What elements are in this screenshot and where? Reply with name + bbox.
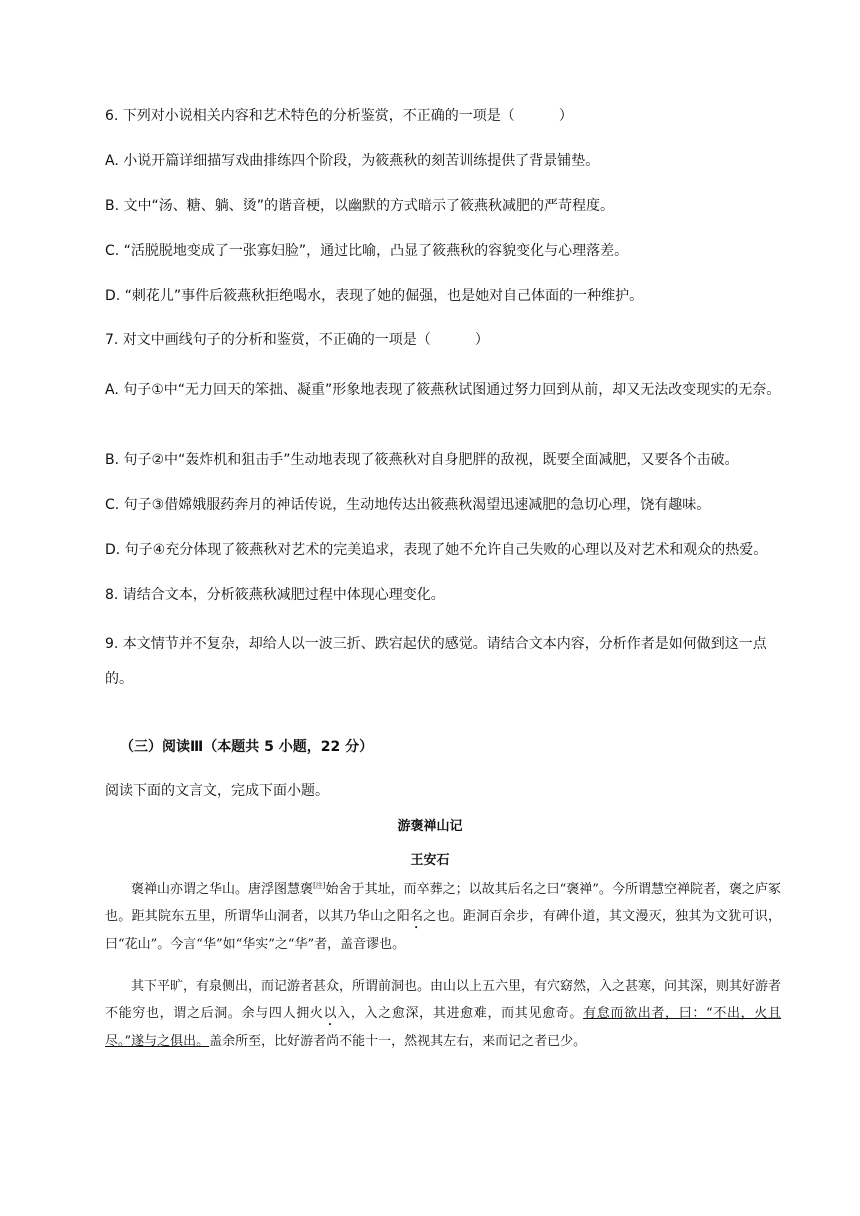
question-7-option-d: D. 句子④充分体现了筱燕秋对艺术的完美追求，表现了她不允许自己失败的心理以及对艺术和观众的热爱。: [105, 542, 768, 558]
question-6-option-a: A. 小说开篇详细描写戏曲排练四个阶段，为筱燕秋的刻苦训练提供了背景铺垫。: [105, 153, 600, 169]
question-7-stem-close: ）: [474, 332, 489, 348]
question-6-option-c: C. “活脱脱地变成了一张寡妇脸”，通过比喻，凸显了筱燕秋的容貌变化与心理落差。: [105, 243, 629, 259]
question-9: 9. 本文情节并不复杂，却给人以一波三折、跌宕起伏的感觉。请结合文本内容，分析作者是如何做到这一点的。: [105, 636, 767, 687]
paragraph-2-text-b: 入，入之愈深，其进愈难，而其见愈奇。: [337, 1005, 584, 1021]
question-6-option-b: B. 文中“汤、糖、躺、烫”的谐音梗，以幽默的方式暗示了筱燕秋减肥的严苛程度。: [105, 198, 615, 214]
question-6-stem: [105, 105, 785, 127]
section-heading: （三）阅读Ⅲ（本题共 5 小题，22 分）: [120, 739, 374, 755]
classical-title: 游褒禅山记: [397, 819, 463, 834]
question-8: 8. 请结合文本，分析筱燕秋减肥过程中体现心理变化。: [105, 587, 445, 603]
underlined-sentence: 有怠而欲出者，曰：“不出，火且尽。”遂与之俱出。: [105, 1005, 781, 1049]
dotted-character: 名: [409, 908, 424, 924]
footnote-marker: [注]: [313, 881, 326, 890]
question-7-option-b: B. 句子②中“轰炸机和狙击手”生动地表现了筱燕秋对自身肥胖的敌视，既要全面减肥，又要各个击破。: [105, 452, 739, 468]
question-6-option-d: D. “刺花儿”事件后筱燕秋拒绝喝水，表现了她的倔强，也是她对自己体面的一种维护。: [105, 288, 644, 304]
paragraph-1-text-a: 褒禅山亦谓之华山。唐浮图慧褒: [131, 882, 314, 897]
question-7-option-c: C. 句子③借嫦娥服药奔月的神话传说，生动地传达出筱燕秋渴望迅速减肥的急切心理，饶有趣味。: [105, 497, 711, 513]
question-6-stem-close: ）: [558, 108, 573, 124]
classical-paragraph-2: [105, 974, 781, 1055]
paragraph-1-text-b: 始舍于其址，而卒葬之；以故其后名之曰“褒禅”。今所谓慧空禅院者，褒之庐冢也。距其院东五里，所谓华山洞者，以其乃华山之阳: [105, 882, 781, 924]
section-instruction: 阅读下面的文言文，完成下面小题。: [105, 783, 329, 799]
classical-paragraph-1: [105, 877, 781, 958]
paragraph-2-text-c: 盖余所至，比好游者尚不能十一，然视其左右，来而记之者已少。: [209, 1033, 587, 1049]
paragraph-1-text-c: 之也。距洞百余步，有碑仆道，其文漫灭，独其为文犹可识，曰“花山”。今言“华”如“华实”之“华”者，盖音谬也。: [105, 908, 781, 952]
question-7-option-a: A. 句子①中“无力回天的笨拙、凝重”形象地表现了筱燕秋试图通过努力回到从前，却又无法改变现实的无奈。: [105, 382, 781, 398]
paragraph-2-text-a: 其下平旷，有泉侧出，而记游者甚众，所谓前洞也。由山以上五六里，有穴窈然，入之甚寒，问其深，则其好游者不能穷也，谓之后洞。余与四人拥火: [105, 979, 782, 1021]
classical-author: 王安石: [410, 853, 450, 868]
dotted-character: 以: [323, 1005, 338, 1021]
question-7-stem-text: 7. 对文中画线句子的分析和鉴赏，不正确的一项是（: [105, 332, 431, 348]
question-6-stem-text: 6. 下列对小说相关内容和艺术特色的分析鉴赏，不正确的一项是（: [105, 108, 515, 124]
question-7-stem: [105, 329, 785, 351]
